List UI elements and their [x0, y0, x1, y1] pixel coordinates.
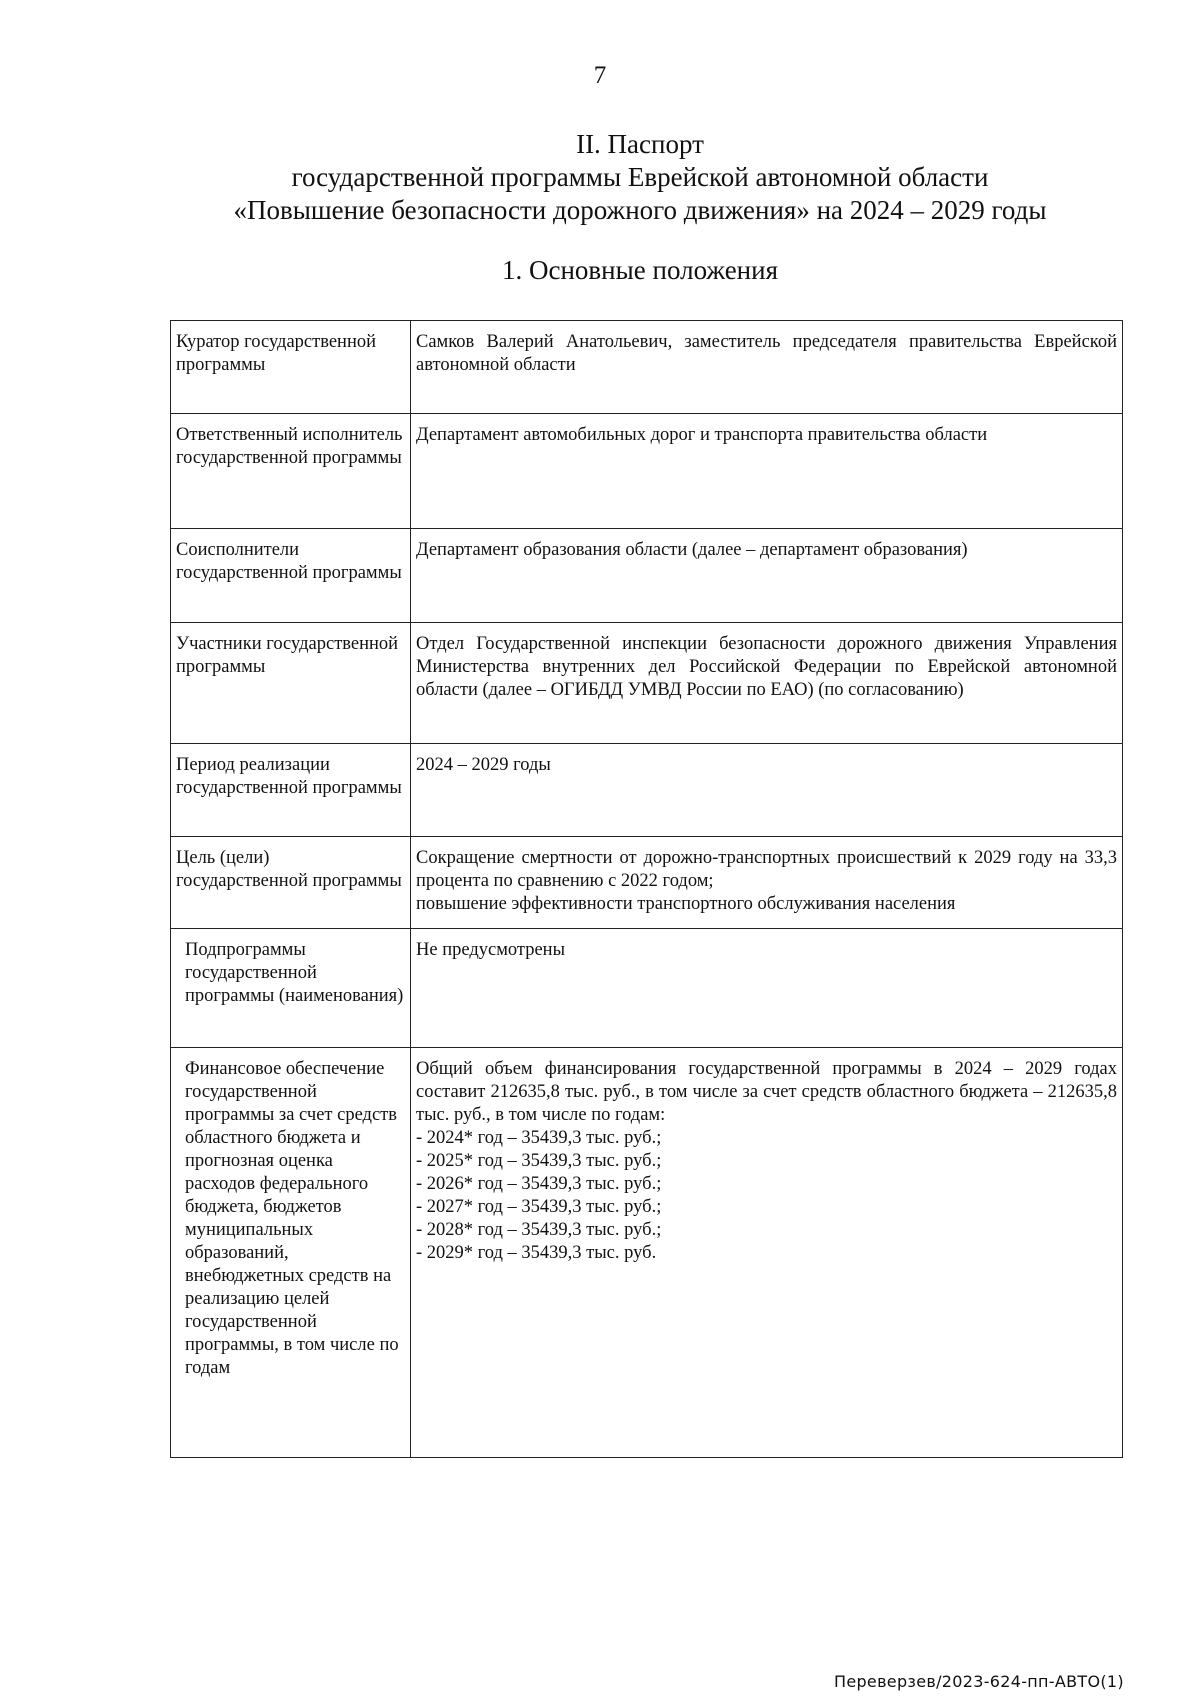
- financing-year-2029: - 2029* год – 35439,3 тыс. руб.: [416, 1243, 657, 1263]
- row-label-coexecutors: Соисполнители государственной программы: [171, 529, 411, 623]
- row-label-goals: Цель (цели) государственной программы: [171, 837, 411, 929]
- footer-document-code: Переверзев/2023-624-пп-АВТО(1): [834, 1672, 1124, 1691]
- row-label-period: Период реализации государственной программы: [171, 744, 411, 837]
- row-value-period: 2024 – 2029 годы: [411, 744, 1123, 837]
- financing-year-2026: - 2026* год – 35439,3 тыс. руб.;: [416, 1174, 662, 1194]
- table-row: [171, 529, 1123, 623]
- financing-year-2024: - 2024* год – 35439,3 тыс. руб.;: [416, 1128, 662, 1148]
- document-title: [160, 128, 1120, 227]
- section-title: 1. Основные положения: [502, 255, 778, 285]
- row-value-curator: Самков Валерий Анатольевич, заместитель председателя правительства Еврейской автономной области: [411, 321, 1123, 414]
- goal-line: Сокращение смертности от дорожно-транспортных происшествий к 2029 году на 33,3 процента по сравнению с 2022 годом;: [416, 848, 1117, 891]
- row-value-participants: Отдел Государственной инспекции безопасности дорожного движения Управления Министерства внутренних дел Российской Федерации по Еврейской автономной области (далее – ОГИБДД УМВД России по ЕАО) (по согласованию): [411, 623, 1123, 744]
- row-value-responsible: Департамент автомобильных дорог и транспорта правительства области: [411, 414, 1123, 529]
- table-row: [171, 744, 1123, 837]
- row-value-financing: [411, 1048, 1123, 1458]
- table-row: [171, 414, 1123, 529]
- title-line-2: государственной программы Еврейской автономной области: [291, 162, 989, 192]
- title-line-1: II. Паспорт: [576, 129, 704, 159]
- row-label-subprograms: Подпрограммы государственной программы (наименования): [171, 929, 411, 1048]
- row-label-curator: Куратор государственной программы: [171, 321, 411, 414]
- table-row: [171, 321, 1123, 414]
- financing-year-2028: - 2028* год – 35439,3 тыс. руб.;: [416, 1220, 662, 1240]
- table-row: [171, 1048, 1123, 1458]
- row-label-financing: Финансовое обеспечение государственной программы за счет средств областного бюджета и прогнозная оценка расходов федерального бюджета, бюджетов муниципальных образований, внебюджетных средств на реализацию целей государственной программы, в том числе по годам: [171, 1048, 411, 1458]
- page-number: 7: [593, 62, 607, 89]
- row-label-participants: Участники государственной программы: [171, 623, 411, 744]
- table-row: [171, 837, 1123, 929]
- goal-line: повышение эффективности транспортного обслуживания населения: [416, 894, 956, 914]
- row-value-goals: [411, 837, 1123, 929]
- passport-table: [170, 320, 1123, 1458]
- row-value-subprograms: Не предусмотрены: [411, 929, 1123, 1048]
- financing-year-2025: - 2025* год – 35439,3 тыс. руб.;: [416, 1151, 662, 1171]
- title-line-3: «Повышение безопасности дорожного движения» на 2024 – 2029 годы: [233, 195, 1047, 225]
- table-row: [171, 929, 1123, 1048]
- row-label-responsible: Ответственный исполнитель государственной программы: [171, 414, 411, 529]
- table-row: [171, 623, 1123, 744]
- financing-intro: Общий объем финансирования государственной программы в 2024 – 2029 годах составит 212635,8 тыс. руб., в том числе за счет средств областного бюджета – 212635,8 тыс. руб., в том числе по годам:: [416, 1059, 1117, 1125]
- row-value-coexecutors: Департамент образования области (далее – департамент образования): [411, 529, 1123, 623]
- financing-year-2027: - 2027* год – 35439,3 тыс. руб.;: [416, 1197, 662, 1217]
